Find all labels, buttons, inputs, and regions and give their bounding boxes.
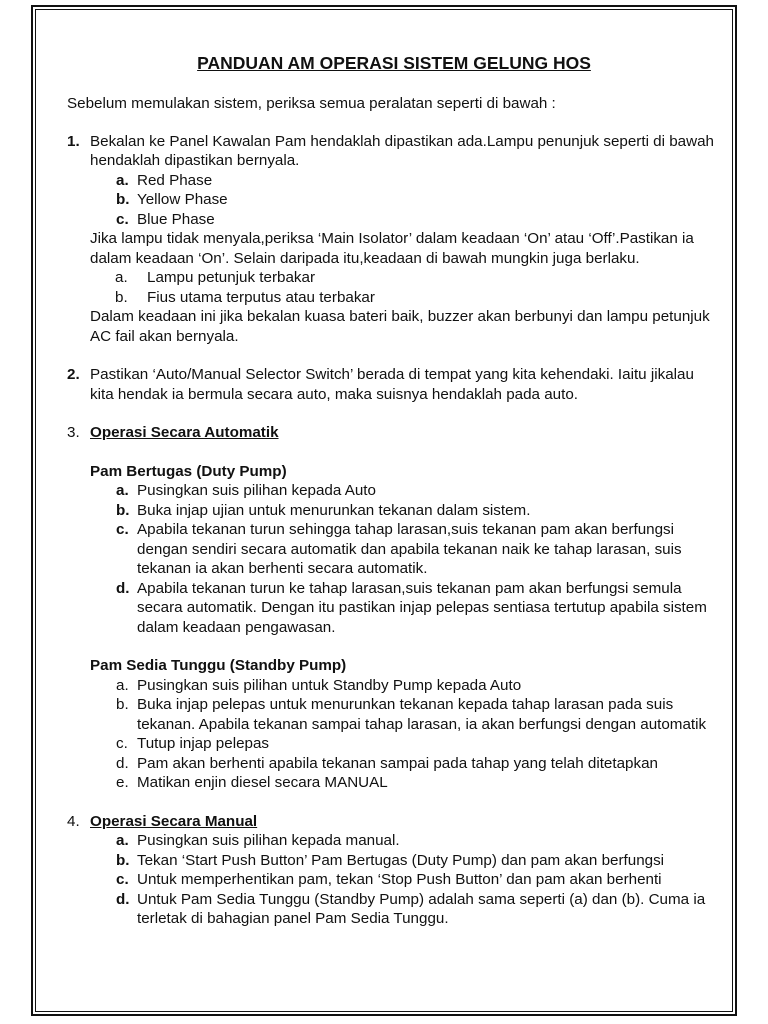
section-1-paragraph: Dalam keadaan ini jika bekalan kuasa bateri baik, buzzer akan berbunyi dan lampu petunjuk AC fail akan bernyala.	[90, 308, 710, 345]
list-item	[116, 773, 717, 793]
list-item-text: Tutup injap pelepas	[137, 735, 270, 752]
section-3-title: Operasi Secara Automatik	[90, 424, 279, 441]
list-marker: d.	[116, 754, 129, 772]
list-marker: d.	[116, 890, 130, 908]
list-item-text: Tekan ‘Start Push Button’ Pam Bertugas (Duty Pump) dan pam akan berfungsi	[137, 851, 665, 869]
list-item-text: Buka injap pelepas untuk menurunkan tekanan kepada tahap larasan pada suis tekanan. Apabila tekanan sampai tahap larasan, ia akan berfungsi dengan automatik	[137, 696, 707, 733]
list-item	[116, 754, 717, 774]
section-2-text: Pastikan ‘Auto/Manual Selector Switch’ berada di tempat yang kita kehendaki. Iaitu jikalau kita hendak ia bermula secara auto, maka suisnya hendaklah pada auto.	[90, 366, 694, 403]
manual-operation-list	[90, 831, 717, 929]
list-item	[116, 481, 717, 501]
list-item	[116, 210, 717, 230]
intro-text: Sebelum memulakan sistem, periksa semua peralatan seperti di bawah :	[67, 95, 556, 112]
list-marker: b.	[116, 191, 130, 208]
section-4	[67, 812, 717, 929]
list-marker: b.	[115, 288, 128, 306]
list-item-text: Pusingkan suis pilihan kepada manual.	[137, 832, 400, 849]
list-marker: b.	[116, 501, 130, 519]
list-marker: b.	[116, 851, 130, 869]
list-marker: a.	[116, 676, 129, 694]
section-3	[67, 423, 717, 793]
section-number: 3.	[67, 424, 80, 441]
list-marker: c.	[116, 871, 129, 888]
list-marker: c.	[116, 735, 128, 752]
section-4-title: Operasi Secara Manual	[90, 812, 258, 830]
list-marker: c.	[116, 210, 129, 228]
list-item-text: Apabila tekanan turun sehingga tahap larasan,suis tekanan pam akan berfungsi dengan sendiri secara automatik dan apabila tekanan naik ke tahap larasan, suis tekanan ia akan berhenti secara automatik.	[137, 521, 682, 577]
list-item-text: Pam akan berhenti apabila tekanan sampai pada tahap yang telah ditetapkan	[137, 754, 658, 772]
list-marker: a.	[116, 832, 129, 849]
list-item	[116, 171, 717, 191]
list-marker: e.	[116, 774, 129, 791]
duty-pump-heading: Pam Bertugas (Duty Pump)	[90, 462, 287, 480]
section-1	[67, 132, 717, 347]
list-item-text: Buka injap ujian untuk menurunkan tekanan dalam sistem.	[137, 501, 531, 519]
list-item-text: Red Phase	[137, 171, 213, 189]
standby-pump-list	[90, 676, 717, 793]
list-item-text: Pusingkan suis pilihan kepada Auto	[137, 482, 376, 499]
list-item-text: Blue Phase	[137, 210, 215, 228]
section-number: 1.	[67, 132, 80, 150]
list-item	[116, 831, 717, 851]
cause-list	[90, 268, 717, 307]
list-item	[116, 676, 717, 696]
list-item	[116, 579, 717, 638]
list-marker: c.	[116, 521, 129, 538]
section-number: 4.	[67, 812, 80, 830]
list-item-text: Matikan enjin diesel secara MANUAL	[137, 774, 388, 791]
section-number: 2.	[67, 366, 80, 383]
list-item-text: Lampu petunjuk terbakar	[147, 269, 316, 286]
list-item	[116, 870, 717, 890]
list-marker: a.	[116, 482, 129, 499]
list-item-text: Untuk Pam Sedia Tunggu (Standby Pump) adalah sama seperti (a) dan (b). Cuma ia terletak di bahagian panel Pam Sedia Tunggu.	[137, 890, 706, 927]
section-2	[67, 365, 717, 404]
section-1-text: Bekalan ke Panel Kawalan Pam hendaklah dipastikan ada.Lampu penunjuk seperti di bawah hendaklah dipastikan bernyala.	[90, 132, 714, 169]
list-item-text: Apabila tekanan turun ke tahap larasan,suis tekanan pam akan berfungsi semula secara automatik. Dengan itu pastikan injap pelepas sentiasa tertutup apabila sistem dalam keadaan pengawasan.	[137, 579, 707, 636]
list-marker: a.	[115, 269, 128, 286]
section-1-paragraph: Jika lampu tidak menyala,periksa ‘Main Isolator’ dalam keadaan ‘On’ atau ‘Off’.Pastikan ia dalam keadaan ‘On’. Selain daripada itu,keadaan di bawah mungkin juga berlaku.	[90, 230, 694, 267]
list-item-text: Yellow Phase	[137, 191, 228, 208]
list-item	[116, 190, 717, 210]
list-item	[116, 695, 717, 734]
duty-pump-list	[90, 481, 717, 637]
standby-pump-heading: Pam Sedia Tunggu (Standby Pump)	[90, 657, 347, 674]
list-item	[115, 288, 717, 308]
document-body	[67, 52, 717, 948]
list-item	[116, 734, 717, 754]
list-marker: a.	[116, 171, 129, 189]
list-item	[115, 268, 717, 288]
list-item	[116, 520, 717, 579]
phase-list	[90, 171, 717, 230]
list-marker: b.	[116, 696, 129, 713]
list-item-text: Untuk memperhentikan pam, tekan ‘Stop Push Button’ dan pam akan berhenti	[137, 871, 662, 888]
list-item	[116, 501, 717, 521]
document-title: PANDUAN AM OPERASI SISTEM GELUNG HOS	[197, 53, 591, 73]
list-item-text: Pusingkan suis pilihan untuk Standby Pump kepada Auto	[137, 676, 522, 694]
list-item	[116, 851, 717, 871]
list-marker: d.	[116, 579, 130, 597]
list-item-text: Fius utama terputus atau terbakar	[147, 288, 375, 306]
list-item	[116, 890, 717, 929]
